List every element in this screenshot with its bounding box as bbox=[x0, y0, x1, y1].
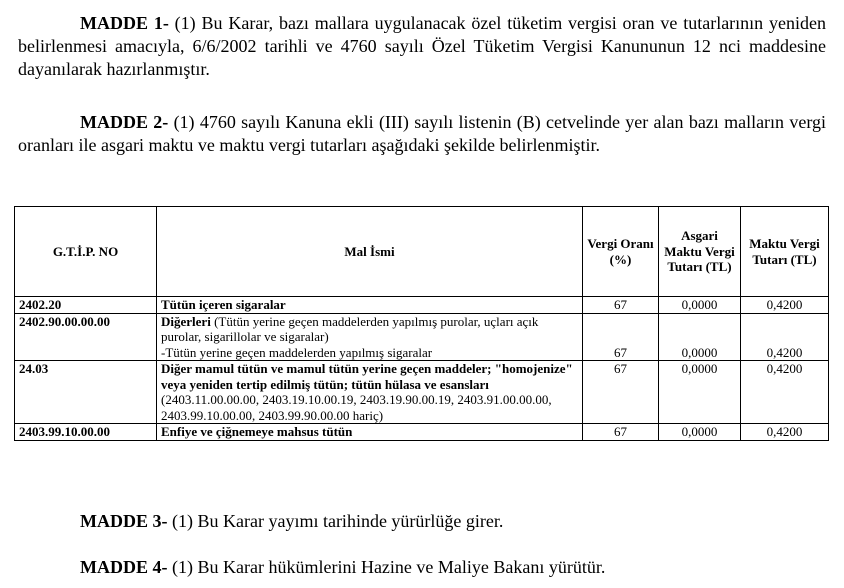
row-rate: 67 bbox=[583, 361, 659, 424]
row-rate: 67 bbox=[583, 424, 659, 441]
header-code: G.T.İ.P. NO bbox=[15, 207, 157, 297]
row-rate: 67 bbox=[583, 297, 659, 314]
row-name-bold: Enfiye ve çiğnemeye mahsus tütün bbox=[161, 424, 353, 439]
article-4-text: (1) Bu Karar hükümlerini Hazine ve Maliye Bakanı yürütür. bbox=[167, 557, 606, 577]
row-rate bbox=[583, 313, 659, 361]
tax-rate-table bbox=[14, 206, 829, 441]
row-min bbox=[659, 313, 741, 361]
article-1-heading: MADDE 1- bbox=[80, 13, 169, 33]
row-name-bold: Diğer mamul tütün ve mamul tütün yerine geçen maddeler; "homojenize" veya yeniden tertip edilmiş tütün; tütün hülasa ve esansları bbox=[161, 361, 573, 392]
row-fixed: 0,4200 bbox=[741, 361, 829, 424]
article-4-heading: MADDE 4- bbox=[80, 557, 168, 577]
row-name-sub: (2403.11.00.00.00, 2403.19.10.00.19, 2403.19.90.00.19, 2403.91.00.00.00, 2403.99.10.00.00, 2403.99.90.00.00 hariç) bbox=[161, 392, 552, 423]
row-name bbox=[157, 424, 583, 441]
table-row bbox=[15, 313, 829, 361]
table-row bbox=[15, 297, 829, 314]
article-2 bbox=[18, 111, 826, 157]
row-rate-value: 67 bbox=[614, 344, 627, 360]
row-min: 0,0000 bbox=[659, 424, 741, 441]
article-3-text: (1) Bu Karar yayımı tarihinde yürürlüğe girer. bbox=[167, 511, 504, 531]
row-code: 2402.90.00.00.00 bbox=[15, 313, 157, 361]
table-header-row bbox=[15, 207, 829, 297]
row-min: 0,0000 bbox=[659, 297, 741, 314]
article-2-heading: MADDE 2- bbox=[80, 112, 169, 132]
row-name-bold: Tütün içeren sigaralar bbox=[161, 297, 286, 312]
row-min: 0,0000 bbox=[659, 361, 741, 424]
table-row bbox=[15, 361, 829, 424]
header-min: Asgari Maktu Vergi Tutarı (TL) bbox=[659, 207, 741, 297]
table-row bbox=[15, 424, 829, 441]
row-code: 2403.99.10.00.00 bbox=[15, 424, 157, 441]
row-name-sub: -Tütün yerine geçen maddelerden yapılmış sigaralar bbox=[161, 344, 433, 360]
article-3-heading: MADDE 3- bbox=[80, 511, 168, 531]
header-rate: Vergi Oranı (%) bbox=[583, 207, 659, 297]
row-name bbox=[157, 361, 583, 424]
article-1-text: (1) Bu Karar, bazı mallara uygulanacak özel tüketim vergisi oran ve tutarlarının yeniden belirlenmesi amacıyla, 6/6/2002 tarihli ve 4760 sayılı Özel Tüketim Vergisi Kanununun 12 nci maddesine dayanılarak hazırlanmıştır. bbox=[18, 13, 827, 79]
header-name: Mal İsmi bbox=[157, 207, 583, 297]
article-3 bbox=[80, 510, 820, 533]
article-2-text: (1) 4760 sayılı Kanuna ekli (III) sayılı listenin (B) cetvelinde yer alan bazı malların vergi oranları ile asgari maktu ve maktu vergi tutarları aşağıdaki şekilde belirlenmiştir. bbox=[18, 112, 826, 155]
row-fixed bbox=[741, 313, 829, 361]
row-name bbox=[157, 313, 583, 361]
header-fixed: Maktu Vergi Tutarı (TL) bbox=[741, 207, 829, 297]
row-code: 24.03 bbox=[15, 361, 157, 424]
row-fixed: 0,4200 bbox=[741, 297, 829, 314]
row-name-plain: (Tütün yerine geçen maddelerden yapılmış purolar, uçları açık purolar, sigarillolar ve sigaralar) bbox=[161, 313, 539, 344]
row-name bbox=[157, 297, 583, 314]
row-name-bold: Diğerleri bbox=[161, 313, 211, 329]
row-code: 2402.20 bbox=[15, 297, 157, 314]
row-min-value: 0,0000 bbox=[681, 344, 718, 360]
article-1 bbox=[18, 12, 826, 81]
row-fixed: 0,4200 bbox=[741, 424, 829, 441]
row-fixed-value: 0,4200 bbox=[766, 344, 803, 360]
article-4 bbox=[80, 556, 820, 579]
